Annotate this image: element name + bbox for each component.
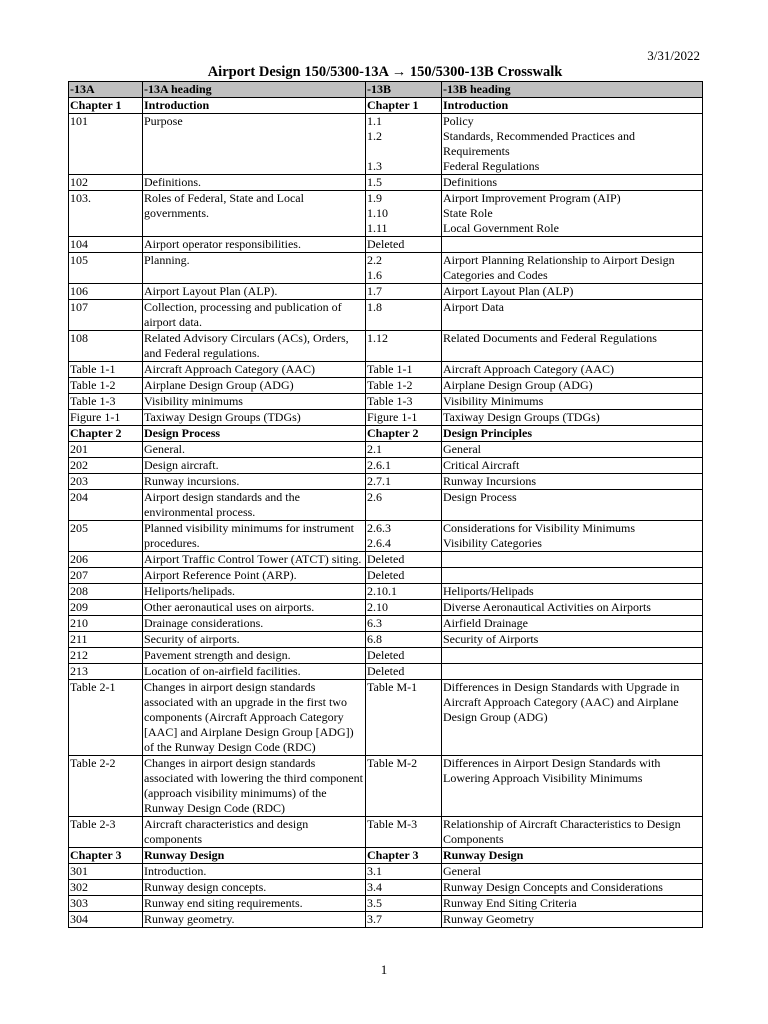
13b-section-cell: 2.6: [366, 490, 442, 521]
13b-heading-cell: [442, 664, 703, 680]
column-header: -13A heading: [143, 82, 366, 98]
13a-section-cell: 209: [69, 600, 143, 616]
13b-heading-cell: Introduction: [442, 98, 703, 114]
13b-section-cell: Deleted: [366, 568, 442, 584]
13a-section-cell: 103.: [69, 191, 143, 237]
13a-heading-cell: Runway end siting requirements.: [143, 896, 366, 912]
13b-section-cell: Figure 1-1: [366, 410, 442, 426]
13a-section-cell: 208: [69, 584, 143, 600]
table-row: [69, 584, 703, 600]
table-row: [69, 410, 703, 426]
13b-section-cell: Table 1-3: [366, 394, 442, 410]
13b-section-cell: 3.5: [366, 896, 442, 912]
13a-heading-cell: Runway design concepts.: [143, 880, 366, 896]
13b-section-cell: Table M-1: [366, 680, 442, 756]
13b-section-cell: Chapter 1: [366, 98, 442, 114]
table-row: [69, 912, 703, 928]
13b-heading-cell: Taxiway Design Groups (TDGs): [442, 410, 703, 426]
table-row: [69, 521, 703, 552]
13b-section-cell: Chapter 3: [366, 848, 442, 864]
table-row: [69, 680, 703, 756]
chapter-row: [69, 848, 703, 864]
13b-section-cell: 1.12: [366, 331, 442, 362]
table-row: [69, 284, 703, 300]
13a-heading-cell: Roles of Federal, State and Local governments.: [143, 191, 366, 237]
13b-section-cell: Deleted: [366, 664, 442, 680]
13a-section-cell: Table 2-1: [69, 680, 143, 756]
13a-heading-cell: Introduction.: [143, 864, 366, 880]
13b-section-cell: 1.9 1.10 1.11: [366, 191, 442, 237]
13b-section-cell: Table M-2: [366, 756, 442, 817]
13a-heading-cell: Other aeronautical uses on airports.: [143, 600, 366, 616]
column-header: -13B heading: [442, 82, 703, 98]
13a-heading-cell: Heliports/helipads.: [143, 584, 366, 600]
table-row: [69, 648, 703, 664]
13b-heading-cell: [442, 552, 703, 568]
13a-section-cell: Chapter 1: [69, 98, 143, 114]
table-row: [69, 490, 703, 521]
13a-heading-cell: Definitions.: [143, 175, 366, 191]
13b-heading-cell: Airport Layout Plan (ALP): [442, 284, 703, 300]
13b-section-cell: 6.3: [366, 616, 442, 632]
13b-heading-cell: Design Process: [442, 490, 703, 521]
13a-heading-cell: Runway Design: [143, 848, 366, 864]
13b-section-cell: Deleted: [366, 648, 442, 664]
13b-heading-cell: Airport Data: [442, 300, 703, 331]
13b-heading-cell: Runway Design: [442, 848, 703, 864]
13a-heading-cell: Airplane Design Group (ADG): [143, 378, 366, 394]
13a-heading-cell: Changes in airport design standards associated with lowering the third component (approach visibility minimums) of the Runway Design Code (RDC): [143, 756, 366, 817]
crosswalk-table: [68, 81, 703, 928]
13a-heading-cell: Security of airports.: [143, 632, 366, 648]
table-body: [69, 98, 703, 928]
13b-heading-cell: Aircraft Approach Category (AAC): [442, 362, 703, 378]
13b-heading-cell: Diverse Aeronautical Activities on Airports: [442, 600, 703, 616]
document-date: 3/31/2022: [647, 48, 700, 63]
13b-heading-cell: Considerations for Visibility Minimums Visibility Categories: [442, 521, 703, 552]
13a-heading-cell: Related Advisory Circulars (ACs), Orders, and Federal regulations.: [143, 331, 366, 362]
table-row: [69, 300, 703, 331]
13a-section-cell: 204: [69, 490, 143, 521]
13a-section-cell: 206: [69, 552, 143, 568]
table-row: [69, 864, 703, 880]
table-header-row: [69, 82, 703, 98]
13b-heading-cell: Design Principles: [442, 426, 703, 442]
13a-section-cell: 108: [69, 331, 143, 362]
13b-section-cell: 3.1: [366, 864, 442, 880]
13b-heading-cell: Critical Aircraft: [442, 458, 703, 474]
table-row: [69, 331, 703, 362]
13a-section-cell: Chapter 2: [69, 426, 143, 442]
13b-heading-cell: Visibility Minimums: [442, 394, 703, 410]
13b-heading-cell: [442, 237, 703, 253]
13a-heading-cell: Introduction: [143, 98, 366, 114]
13a-heading-cell: Pavement strength and design.: [143, 648, 366, 664]
13a-section-cell: 302: [69, 880, 143, 896]
table-row: [69, 378, 703, 394]
document-title: Airport Design 150/5300-13A → 150/5300-13B Crosswalk: [207, 64, 563, 80]
table-row: [69, 880, 703, 896]
13a-heading-cell: Planning.: [143, 253, 366, 284]
13b-heading-cell: Airport Planning Relationship to Airport Design Categories and Codes: [442, 253, 703, 284]
13a-heading-cell: Drainage considerations.: [143, 616, 366, 632]
13a-heading-cell: Airport Layout Plan (ALP).: [143, 284, 366, 300]
13b-section-cell: Table 1-2: [366, 378, 442, 394]
13a-section-cell: 303: [69, 896, 143, 912]
13a-heading-cell: Visibility minimums: [143, 394, 366, 410]
table-row: [69, 191, 703, 237]
13a-section-cell: 107: [69, 300, 143, 331]
13b-heading-cell: Airport Improvement Program (AIP) State Role Local Government Role: [442, 191, 703, 237]
13b-section-cell: 1.7: [366, 284, 442, 300]
13a-section-cell: 202: [69, 458, 143, 474]
13b-section-cell: Chapter 2: [366, 426, 442, 442]
13b-section-cell: 3.7: [366, 912, 442, 928]
table-row: [69, 817, 703, 848]
table-row: [69, 442, 703, 458]
13b-heading-cell: Differences in Airport Design Standards with Lowering Approach Visibility Minimums: [442, 756, 703, 817]
13a-section-cell: 210: [69, 616, 143, 632]
13b-section-cell: Table 1-1: [366, 362, 442, 378]
13b-heading-cell: [442, 568, 703, 584]
13a-section-cell: 104: [69, 237, 143, 253]
13a-section-cell: Chapter 3: [69, 848, 143, 864]
13a-section-cell: 213: [69, 664, 143, 680]
13b-heading-cell: Differences in Design Standards with Upgrade in Aircraft Approach Category (AAC) and Airplane Design Group (ADG): [442, 680, 703, 756]
table-row: [69, 568, 703, 584]
13a-heading-cell: Runway incursions.: [143, 474, 366, 490]
13a-section-cell: 106: [69, 284, 143, 300]
13a-heading-cell: Airport operator responsibilities.: [143, 237, 366, 253]
13a-heading-cell: Design Process: [143, 426, 366, 442]
13a-heading-cell: Design aircraft.: [143, 458, 366, 474]
table-row: [69, 362, 703, 378]
chapter-row: [69, 426, 703, 442]
13b-section-cell: Table M-3: [366, 817, 442, 848]
13b-section-cell: Deleted: [366, 552, 442, 568]
chapter-row: [69, 98, 703, 114]
13a-section-cell: Table 1-2: [69, 378, 143, 394]
13a-section-cell: Figure 1-1: [69, 410, 143, 426]
13b-heading-cell: Runway Design Concepts and Considerations: [442, 880, 703, 896]
table-row: [69, 253, 703, 284]
13b-heading-cell: Security of Airports: [442, 632, 703, 648]
13b-section-cell: 2.10.1: [366, 584, 442, 600]
13a-section-cell: Table 1-3: [69, 394, 143, 410]
13a-heading-cell: Changes in airport design standards associated with an upgrade in the first two components (Aircraft Approach Category [AAC] and Airplane Design Group [ADG]) of the Runway Design Code (RDC): [143, 680, 366, 756]
13b-section-cell: 1.5: [366, 175, 442, 191]
13a-heading-cell: General.: [143, 442, 366, 458]
13b-heading-cell: Related Documents and Federal Regulations: [442, 331, 703, 362]
13b-section-cell: 2.1: [366, 442, 442, 458]
13b-section-cell: 2.6.3 2.6.4: [366, 521, 442, 552]
table-row: [69, 237, 703, 253]
13a-heading-cell: Taxiway Design Groups (TDGs): [143, 410, 366, 426]
table-row: [69, 632, 703, 648]
13a-heading-cell: Runway geometry.: [143, 912, 366, 928]
13a-section-cell: 301: [69, 864, 143, 880]
13b-heading-cell: Policy Standards, Recommended Practices and Requirements Federal Regulations: [442, 114, 703, 175]
13a-section-cell: 304: [69, 912, 143, 928]
column-header: -13A: [69, 82, 143, 98]
13a-section-cell: 211: [69, 632, 143, 648]
13a-heading-cell: Airport Reference Point (ARP).: [143, 568, 366, 584]
13a-section-cell: Table 2-3: [69, 817, 143, 848]
13a-heading-cell: Location of on-airfield facilities.: [143, 664, 366, 680]
13a-section-cell: Table 2-2: [69, 756, 143, 817]
13b-heading-cell: Definitions: [442, 175, 703, 191]
13b-section-cell: 2.2 1.6: [366, 253, 442, 284]
13a-heading-cell: Purpose: [143, 114, 366, 175]
13a-section-cell: 203: [69, 474, 143, 490]
table-row: [69, 616, 703, 632]
13a-heading-cell: Planned visibility minimums for instrument procedures.: [143, 521, 366, 552]
table-row: [69, 664, 703, 680]
13a-heading-cell: Aircraft characteristics and design components: [143, 817, 366, 848]
page-number: 1: [380, 962, 388, 977]
13b-heading-cell: Runway Geometry: [442, 912, 703, 928]
table-row: [69, 474, 703, 490]
table-row: [69, 756, 703, 817]
13b-heading-cell: Airplane Design Group (ADG): [442, 378, 703, 394]
13a-heading-cell: Aircraft Approach Category (AAC): [143, 362, 366, 378]
13b-heading-cell: Heliports/Helipads: [442, 584, 703, 600]
table-row: [69, 394, 703, 410]
13b-heading-cell: Relationship of Aircraft Characteristics to Design Components: [442, 817, 703, 848]
crosswalk-table-container: [68, 81, 702, 928]
13b-heading-cell: General: [442, 442, 703, 458]
13b-section-cell: 2.6.1: [366, 458, 442, 474]
13b-section-cell: 3.4: [366, 880, 442, 896]
table-row: [69, 896, 703, 912]
13a-section-cell: 201: [69, 442, 143, 458]
13a-heading-cell: Airport Traffic Control Tower (ATCT) siting.: [143, 552, 366, 568]
column-header: -13B: [366, 82, 442, 98]
13b-section-cell: 1.1 1.2 1.3: [366, 114, 442, 175]
13b-heading-cell: General: [442, 864, 703, 880]
13b-heading-cell: Airfield Drainage: [442, 616, 703, 632]
13a-section-cell: 105: [69, 253, 143, 284]
table-row: [69, 600, 703, 616]
table-row: [69, 552, 703, 568]
13b-heading-cell: Runway End Siting Criteria: [442, 896, 703, 912]
13a-section-cell: 205: [69, 521, 143, 552]
13a-heading-cell: Airport design standards and the environmental process.: [143, 490, 366, 521]
13a-heading-cell: Collection, processing and publication of airport data.: [143, 300, 366, 331]
13b-section-cell: 2.7.1: [366, 474, 442, 490]
13a-section-cell: 102: [69, 175, 143, 191]
13b-section-cell: 2.10: [366, 600, 442, 616]
table-row: [69, 114, 703, 175]
13a-section-cell: 207: [69, 568, 143, 584]
13b-section-cell: Deleted: [366, 237, 442, 253]
13b-heading-cell: [442, 648, 703, 664]
13b-heading-cell: Runway Incursions: [442, 474, 703, 490]
13a-section-cell: 101: [69, 114, 143, 175]
13a-section-cell: 212: [69, 648, 143, 664]
table-row: [69, 458, 703, 474]
13b-section-cell: 6.8: [366, 632, 442, 648]
13b-section-cell: 1.8: [366, 300, 442, 331]
table-row: [69, 175, 703, 191]
13a-section-cell: Table 1-1: [69, 362, 143, 378]
